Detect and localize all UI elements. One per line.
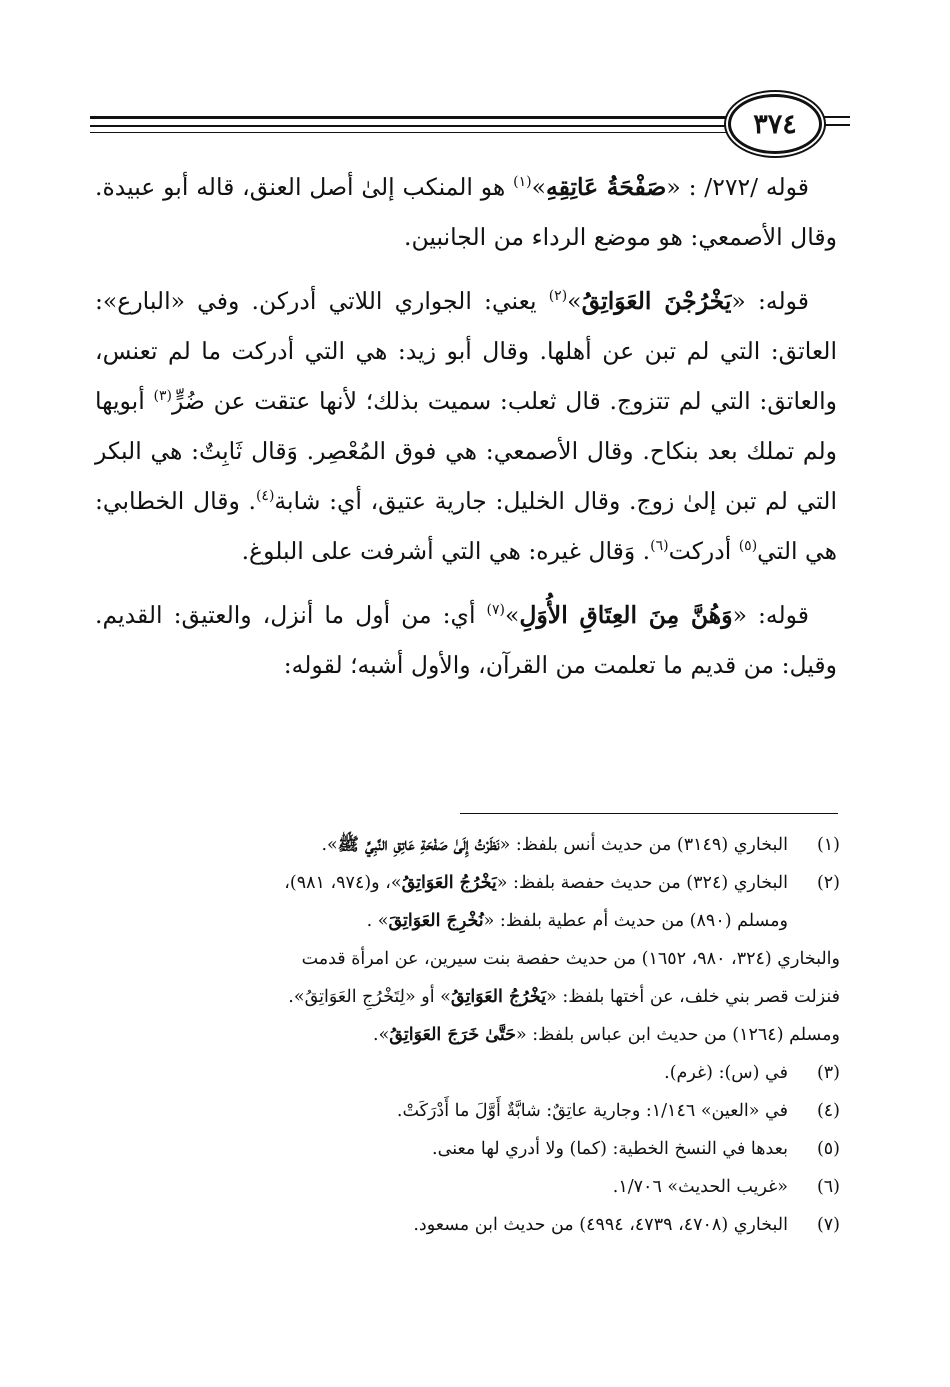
text-run: . وقال الخطابي: هي التي (95, 487, 837, 565)
footnote-ref: (٧) (486, 602, 505, 619)
footnote-body (95, 1130, 788, 1168)
footnote-line (95, 978, 840, 1016)
text-run: » . (366, 911, 389, 931)
text-run: البخاري (٤٧٠٨، ٤٧٣٩، ٤٩٩٤) من حديث ابن مسعود. (413, 1215, 788, 1235)
footnote-ref: (٤) (255, 488, 275, 505)
text-run: البخاري (٣١٤٩) من حديث أنس بلفظ: « (499, 835, 788, 855)
header-rule-tail (820, 116, 850, 118)
text-run: أي: من أول ما أنزل، والعتيق: القديم. وقيل: من قديم ما تعلمت من القرآن، والأول أشبه؛ لقوله: (95, 601, 837, 679)
footnote-line (95, 1130, 788, 1168)
footnote-line (95, 1016, 840, 1054)
footnote-separator (460, 813, 838, 814)
quoted-term: نُخْرِجَ العَوَاتِقَ (388, 911, 484, 931)
page-header (90, 92, 850, 162)
footnote-body (95, 1092, 788, 1130)
header-rule (90, 132, 732, 133)
text-run: » (531, 173, 546, 201)
text-run: قوله: « (732, 601, 810, 629)
text-run: » (567, 287, 582, 315)
text-run: أبويها ولم تملك بعد بنكاح. وقال الأصمعي: هي فوق المُعْصِر. وَقال ثَابِتٌ: هي البكر التي لم تبن إلىٰ زوج. وقال الخليل: جارية عتيق، أي: شابة (95, 387, 837, 515)
footnote-body (95, 864, 788, 940)
quoted-term: صَفْحَةُ عَاتِقِهِ (545, 173, 667, 201)
footnote-number: (١) (816, 835, 840, 855)
footnote-number: (٤) (816, 1101, 840, 1121)
footnote-line (95, 1168, 788, 1206)
footnote-line (95, 1206, 788, 1244)
footnote-number: (٥) (816, 1139, 840, 1159)
text-run: بعدها في النسخ الخطية: (كما) ولا أدري لها معنى. (432, 1139, 788, 1159)
header-rule-tail (820, 124, 850, 126)
footnote (95, 826, 840, 864)
text-run: يعني: الجواري اللاتي أدركن. وفي «البارع»: العاتق: التي لم تبن عن أهلها. وقال أبو زيد: هي التي أدركت ما لم تعنس، والعاتق: التي لم تتزوج. قال ثعلب: سميت بذلك؛ لأنها عتقت عن ضُرٍّ (95, 287, 838, 415)
text-run: ». (321, 835, 338, 855)
text-run: . وَقال غيره: هي التي أشرفت على البلوغ. (241, 537, 651, 565)
footnote-ref: (٢) (548, 288, 568, 305)
footnote-body (95, 940, 840, 1054)
quoted-term: حَتَّىٰ خَرَجَ العَوَاتِقُ (389, 1025, 516, 1045)
quoted-term: نَظَرْتُ إِلَىٰ صَفْحَةِ عَاتِقِ النَّبِيِّ ﷺ (337, 835, 500, 855)
footnote-ref: (٦) (650, 538, 669, 555)
quoted-term: وَهُنَّ مِنَ العِتَاقِ الأُوَلِ (519, 601, 733, 629)
footnote-body (95, 1054, 788, 1092)
text-run: البخاري (٣٢٤) من حديث حفصة بلفظ: « (496, 873, 788, 893)
footnote-ref: (١) (513, 174, 532, 191)
footnote-line (95, 902, 788, 940)
page-number: ٣٧٤ (728, 94, 822, 154)
footnote-number: (٢) (816, 873, 840, 893)
text-run: ». (373, 1025, 390, 1045)
text-run: فنزلت قصر بني خلف، عن أختها بلفظ: « (546, 987, 840, 1007)
text-run: ومسلم (١٢٦٤) من حديث ابن عباس بلفظ: « (515, 1025, 840, 1045)
text-run: «غريب الحديث» ١/٧٠٦. (612, 1177, 788, 1197)
footnote (95, 1206, 840, 1244)
footnote (95, 1092, 840, 1130)
footnote-line (95, 864, 788, 902)
footnote-line (95, 1054, 788, 1092)
paragraph (95, 276, 837, 576)
paragraph (95, 162, 837, 262)
quoted-term: يَخْرُجُ العَوَاتِقُ (450, 987, 547, 1007)
footnote-body (95, 1206, 788, 1244)
paragraph (95, 590, 837, 690)
footnote (95, 1168, 840, 1206)
footnote-ref: (٥) (738, 538, 758, 555)
quoted-term: يَخْرُجْنَ العَوَاتِقُ (581, 287, 732, 315)
text-run: قوله: « (731, 287, 809, 315)
text-run: هو المنكب إلىٰ أصل العنق، قاله أبو عبيدة. وقال الأصمعي: هو موضع الرداء من الجانبين. (95, 173, 837, 251)
footnotes (95, 826, 840, 1244)
footnote (95, 1130, 840, 1168)
text-run: في «العين» ١/١٤٦: وجارية عاتِقٌ: شابَّةٌ أَوَّلَ ما أَدْرَكَتْ. (396, 1101, 788, 1121)
text-run: في (س): (غرم). (664, 1063, 788, 1083)
header-rule (90, 116, 732, 119)
text-run: قوله /٢٧٢/ : « (666, 173, 809, 201)
quoted-term: يَخْرُجُ العَوَاتِقُ (401, 873, 497, 893)
footnote-number: (٧) (816, 1215, 840, 1235)
footnote-line (95, 1092, 788, 1130)
footnote-body (95, 1168, 788, 1206)
text-run: » أو «لِتَخْرُجِ العَوَاتِقُ». (288, 987, 451, 1007)
header-rule (90, 125, 732, 127)
footnote-body (95, 826, 788, 864)
text-run: » (504, 601, 520, 629)
text-run: ومسلم (٨٩٠) من حديث أم عطية بلفظ: « (483, 911, 788, 931)
footnote-number: (٦) (816, 1177, 840, 1197)
footnote (95, 1054, 840, 1092)
footnote (95, 864, 840, 940)
footnote-line (95, 826, 788, 864)
main-text (95, 162, 837, 704)
footnote-number: (٣) (816, 1063, 840, 1083)
text-run: »، و(٩٧٤، ٩٨١)، (284, 873, 402, 893)
footnote-continuation (95, 940, 840, 1054)
footnote-line (95, 940, 840, 978)
footnote-ref: (٣) (153, 388, 172, 405)
text-run: أدركت (668, 537, 739, 565)
text-run: والبخاري (٣٢٤، ٩٨٠، ١٦٥٢) من حديث حفصة بنت سيرين، عن امرأة قدمت (301, 949, 840, 969)
